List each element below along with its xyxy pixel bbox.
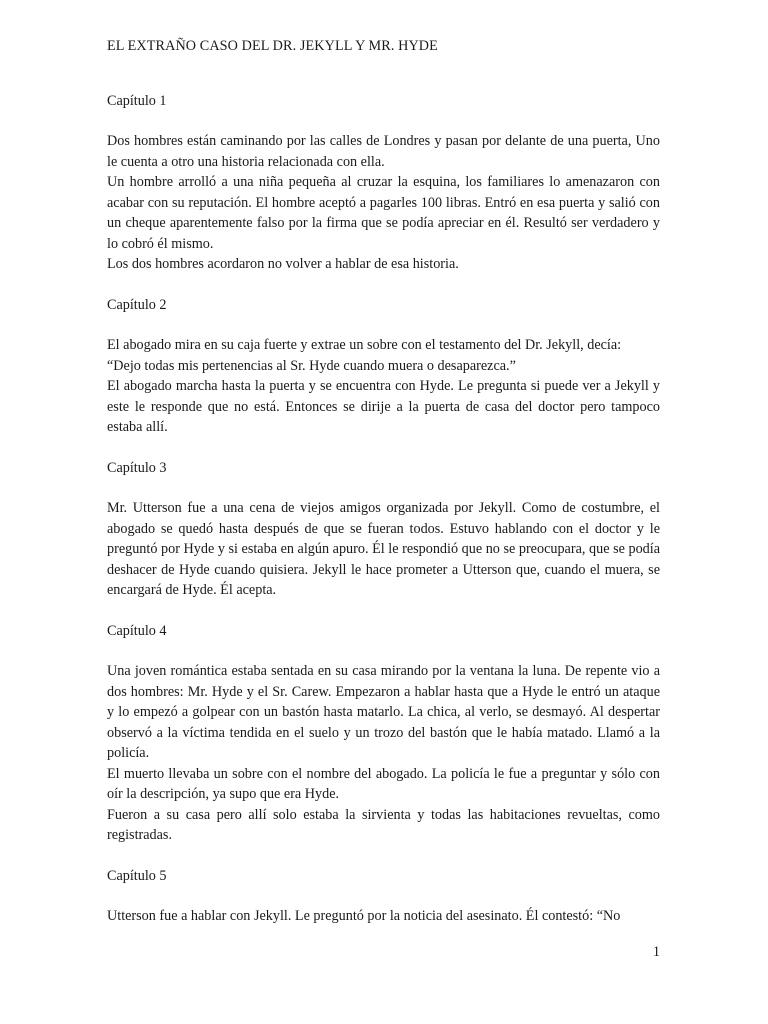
chapter-1	[107, 91, 660, 275]
page-number: 1	[652, 944, 660, 960]
chapter-heading: Capítulo 5	[107, 867, 167, 884]
chapter-5	[107, 866, 660, 927]
paragraph: El abogado mira en su caja fuerte y extrae un sobre con el testamento del Dr. Jekyll, decía:	[107, 337, 622, 353]
paragraph: Dos hombres están caminando por las calles de Londres y pasan por delante de una puerta, Uno le cuenta a otro una historia relacionada con ella.	[107, 133, 660, 170]
paragraph: Una joven romántica estaba sentada en su casa mirando por la ventana la luna. De repente vio a dos hombres: Mr. Hyde y el Sr. Carew. Empezaron a hablar hasta que a Hyde le entró un ataque y lo empezó a golpear con un bastón hasta matarlo. La chica, al verlo, se desmayó. Al despertar observó a la víctima tendida en el suelo y un trozo del bastón que le había matado. Llamó a la policía.	[107, 663, 660, 761]
page-content	[107, 36, 660, 947]
quotation: “Dejo todas mis pertenencias al Sr. Hyde cuando muera o desaparezca.”	[107, 357, 516, 374]
chapter-heading: Capítulo 4	[107, 622, 167, 639]
paragraph: Mr. Utterson fue a una cena de viejos amigos organizada por Jekyll. Como de costumbre, el abogado se quedó hasta después de que se fueran todos. Estuvo hablando con el doctor y le preguntó por Hyde y si estaba en algún apuro. Él le respondió que no se preocupara, que se podía deshacer de Hyde cuando quisiera. Jekyll le hace prometer a Utterson que, cuando el muera, se encargará de Hyde. Él acepta.	[107, 500, 660, 598]
paragraph: El abogado marcha hasta la puerta y se encuentra con Hyde. Le pregunta si puede ver a Jekyll y este le responde que no está. Entonces se dirije a la puerta de casa del doctor pero tampoco estaba allí.	[107, 378, 660, 435]
paragraph: Fueron a su casa pero allí solo estaba la sirvienta y todas las habitaciones revueltas, como registradas.	[107, 806, 660, 843]
paragraph: Los dos hombres acordaron no volver a hablar de esa historia.	[107, 256, 459, 272]
chapter-4	[107, 621, 660, 846]
chapter-heading: Capítulo 1	[107, 92, 167, 109]
chapter-2	[107, 295, 660, 438]
paragraph: Utterson fue a hablar con Jekyll. Le preguntó por la noticia del asesinato. Él contestó: “No	[107, 908, 621, 924]
document-title: EL EXTRAÑO CASO DEL DR. JEKYLL Y MR. HYDE	[107, 38, 438, 54]
chapter-heading: Capítulo 3	[107, 459, 167, 476]
paragraph: Un hombre arrolló a una niña pequeña al cruzar la esquina, los familiares lo amenazaron con acabar con su reputación. El hombre aceptó a pagarles 100 libras. Entró en esa puerta y salió con un cheque aparentemente falso por la firma que se podía apreciar en él. Resultó ser verdadero y lo cobró él mismo.	[107, 174, 660, 252]
chapter-3	[107, 458, 660, 601]
chapter-heading: Capítulo 2	[107, 296, 167, 313]
paragraph: El muerto llevaba un sobre con el nombre del abogado. La policía le fue a preguntar y sólo con oír la descripción, ya supo que era Hyde.	[107, 765, 660, 802]
